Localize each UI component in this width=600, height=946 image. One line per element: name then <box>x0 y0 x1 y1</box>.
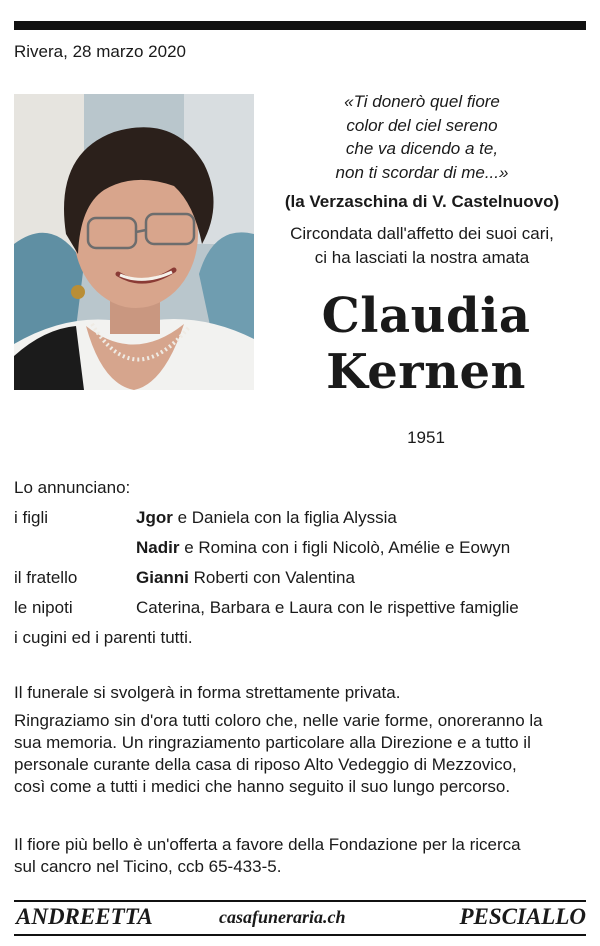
relative-value <box>136 508 397 528</box>
top-rule <box>14 21 586 30</box>
footer-top-rule <box>14 900 586 902</box>
relative-details: e Romina con i figli Nicolò, Amélie e Eowyn <box>179 538 511 557</box>
poem-line: non ti scordar di me...» <box>335 162 509 182</box>
relative-value <box>136 568 355 588</box>
deceased-last-name: Kernen <box>326 344 526 400</box>
thanks-line: personale curante della casa di riposo Alto Vedeggio di Mezzovico, <box>14 755 517 774</box>
relative-value <box>136 598 519 618</box>
relation-label: i figli <box>14 508 49 527</box>
relative-details: e Daniela con la figlia Alyssia <box>172 508 397 527</box>
thanks-line: sua memoria. Un ringraziamento particolare alla Direzione e a tutto il <box>14 733 531 752</box>
deceased-first-name: Claudia <box>321 288 531 344</box>
relative-details: Caterina, Barbara e Laura con le rispettive famiglie <box>136 598 519 617</box>
relative-name: Nadir <box>136 538 180 557</box>
funeral-home-website[interactable]: casafuneraria.ch <box>219 907 346 927</box>
relatives-closing: i cugini ed i parenti tutti. <box>14 628 193 647</box>
birth-year: 1951 <box>407 428 445 447</box>
relative-name: Gianni <box>136 568 189 587</box>
thanks-line: così come a tutti i medici che hanno seguito il suo lungo percorso. <box>14 777 511 796</box>
donation-paragraph <box>14 834 586 878</box>
funeral-notice: Il funerale si svolgerà in forma strettamente privata. <box>14 683 401 702</box>
portrait-illustration <box>14 94 254 390</box>
donation-line: sul cancro nel Ticino, ccb 65-433-5. <box>14 857 282 876</box>
relation-label: le nipoti <box>14 598 73 617</box>
deceased-name <box>312 288 540 400</box>
donation-line: Il fiore più bello è un'offerta a favore della Fondazione per la ricerca <box>14 835 521 854</box>
relative-details: Roberti con Valentina <box>188 568 355 587</box>
intro-line: ci ha lasciati la nostra amata <box>314 247 530 267</box>
poem-source: (la Verzaschina di V. Castelnuovo) <box>284 192 560 211</box>
poem-line: color del ciel sereno <box>346 115 498 135</box>
intro-text <box>272 222 572 269</box>
poem-line: «Ti donerò quel fiore <box>344 92 500 111</box>
thanks-line: Ringraziamo sin d'ora tutti coloro che, nelle varie forme, onoreranno la <box>14 711 543 730</box>
footer <box>14 904 586 932</box>
announce-label: Lo annunciano: <box>14 478 131 497</box>
poem-line: che va dicendo a te, <box>345 139 499 158</box>
intro-line: Circondata dall'affetto dei suoi cari, <box>290 224 554 243</box>
relation-label: il fratello <box>14 568 78 587</box>
footer-bottom-rule <box>14 934 586 936</box>
relative-value <box>136 538 510 558</box>
relative-name: Jgor <box>136 508 173 527</box>
thanks-paragraph <box>14 710 586 798</box>
portrait-photo <box>14 94 254 390</box>
funeral-home-right: PESCIALLO <box>459 904 586 929</box>
funeral-home-left: ANDREETTA <box>16 904 153 929</box>
place-date: Rivera, 28 marzo 2020 <box>14 42 186 61</box>
poem-quote <box>272 90 572 184</box>
